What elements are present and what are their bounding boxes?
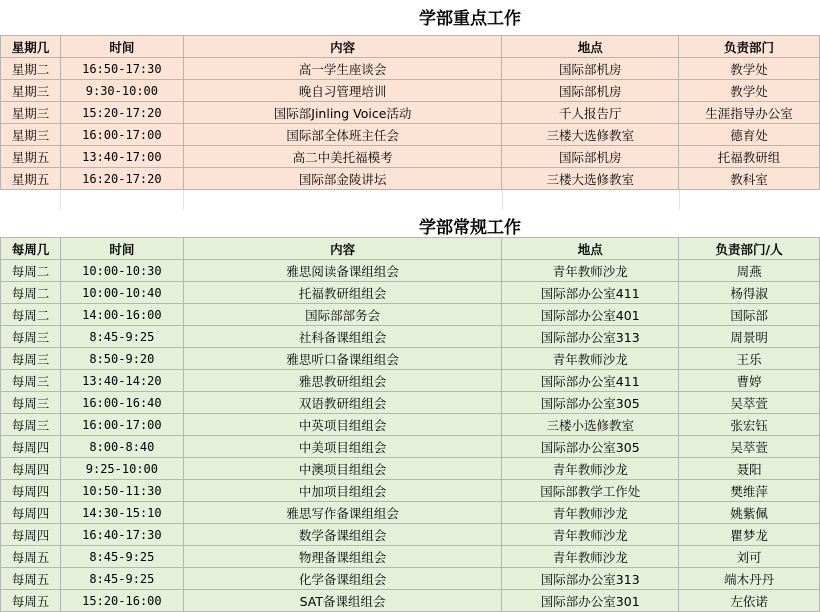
cell-department: 曹婷 (679, 370, 820, 392)
cell-content: 高一学生座谈会 (183, 58, 502, 80)
cell-time: 16:20-17:20 (60, 168, 183, 190)
cell-content: 国际部Jinling Voice活动 (183, 102, 502, 124)
cell-location: 国际部办公室305 (502, 392, 679, 414)
routine-table-body (1, 260, 820, 612)
cell-content: 化学备课组组会 (183, 568, 502, 590)
cell-time: 8:00-8:40 (60, 436, 183, 458)
cell-location: 青年教师沙龙 (502, 546, 679, 568)
gridline (60, 190, 61, 210)
cell-day: 星期二 (1, 58, 61, 80)
cell-department: 教学处 (679, 80, 820, 102)
cell-time: 8:50-9:20 (60, 348, 183, 370)
cell-time: 16:00-16:40 (60, 392, 183, 414)
cell-day: 每周四 (1, 502, 61, 524)
table-row (1, 124, 820, 146)
routine-work-table (0, 237, 820, 612)
table-row (1, 480, 820, 502)
cell-time: 16:50-17:30 (60, 58, 183, 80)
table-row (1, 502, 820, 524)
cell-location: 国际部办公室411 (502, 282, 679, 304)
cell-department: 聂阳 (679, 458, 820, 480)
header-content: 内容 (183, 36, 502, 58)
cell-day: 每周五 (1, 568, 61, 590)
cell-content: 中加项目组组会 (183, 480, 502, 502)
cell-day: 每周三 (1, 414, 61, 436)
gridline (679, 190, 680, 210)
cell-content: 中澳项目组组会 (183, 458, 502, 480)
table-row (1, 102, 820, 124)
cell-location: 青年教师沙龙 (502, 502, 679, 524)
cell-content: SAT备课组组会 (183, 590, 502, 612)
cell-department: 张宏钰 (679, 414, 820, 436)
key-work-table (0, 35, 820, 190)
table-row (1, 80, 820, 102)
cell-content: 雅思教研组组会 (183, 370, 502, 392)
cell-department: 教科室 (679, 168, 820, 190)
cell-location: 青年教师沙龙 (502, 458, 679, 480)
cell-day: 星期五 (1, 168, 61, 190)
cell-content: 双语教研组组会 (183, 392, 502, 414)
cell-day: 星期三 (1, 124, 61, 146)
cell-day: 每周四 (1, 436, 61, 458)
cell-time: 10:00-10:30 (60, 260, 183, 282)
cell-content: 托福教研组组会 (183, 282, 502, 304)
cell-location: 国际部办公室313 (502, 568, 679, 590)
cell-day: 每周四 (1, 458, 61, 480)
table-row (1, 146, 820, 168)
cell-department: 德育处 (679, 124, 820, 146)
cell-day: 每周四 (1, 524, 61, 546)
cell-location: 国际部机房 (502, 146, 679, 168)
cell-time: 8:45-9:25 (60, 326, 183, 348)
gridline (502, 190, 503, 210)
routine-header-row (1, 238, 820, 260)
cell-time: 13:40-14:20 (60, 370, 183, 392)
empty-spacer-row (0, 190, 820, 210)
cell-day: 每周五 (1, 546, 61, 568)
table-row (1, 414, 820, 436)
cell-department: 吴萃萱 (679, 436, 820, 458)
cell-day: 星期三 (1, 102, 61, 124)
cell-time: 16:00-17:00 (60, 414, 183, 436)
table-row (1, 370, 820, 392)
cell-time: 9:30-10:00 (60, 80, 183, 102)
key-header-row (1, 36, 820, 58)
cell-time: 8:45-9:25 (60, 546, 183, 568)
cell-time: 15:20-16:00 (60, 590, 183, 612)
cell-department: 刘可 (679, 546, 820, 568)
cell-department: 端木丹丹 (679, 568, 820, 590)
cell-department: 托福教研组 (679, 146, 820, 168)
cell-department: 国际部 (679, 304, 820, 326)
cell-day: 每周三 (1, 392, 61, 414)
cell-time: 16:00-17:00 (60, 124, 183, 146)
table-row (1, 458, 820, 480)
table-row (1, 348, 820, 370)
cell-department: 周燕 (679, 260, 820, 282)
cell-day: 星期五 (1, 146, 61, 168)
cell-content: 物理备课组组会 (183, 546, 502, 568)
cell-location: 青年教师沙龙 (502, 260, 679, 282)
cell-department: 吴萃萱 (679, 392, 820, 414)
cell-department: 教学处 (679, 58, 820, 80)
cell-department: 周景明 (679, 326, 820, 348)
table-row (1, 392, 820, 414)
cell-content: 数学备课组组会 (183, 524, 502, 546)
cell-day: 星期三 (1, 80, 61, 102)
cell-location: 国际部办公室301 (502, 590, 679, 612)
table-row (1, 546, 820, 568)
cell-day: 每周五 (1, 590, 61, 612)
cell-day: 每周四 (1, 480, 61, 502)
cell-location: 国际部机房 (502, 80, 679, 102)
table-row (1, 282, 820, 304)
header-location: 地点 (502, 238, 679, 260)
cell-time: 14:30-15:10 (60, 502, 183, 524)
table-row (1, 168, 820, 190)
cell-location: 国际部办公室411 (502, 370, 679, 392)
table-row (1, 436, 820, 458)
cell-location: 国际部机房 (502, 58, 679, 80)
cell-location: 国际部办公室305 (502, 436, 679, 458)
header-department: 负责部门 (679, 36, 820, 58)
cell-location: 国际部教学工作处 (502, 480, 679, 502)
cell-department: 生涯指导办公室 (679, 102, 820, 124)
cell-content: 雅思阅读备课组组会 (183, 260, 502, 282)
gridline (183, 190, 184, 210)
header-time: 时间 (60, 36, 183, 58)
cell-time: 8:45-9:25 (60, 568, 183, 590)
cell-day: 每周三 (1, 348, 61, 370)
cell-day: 每周三 (1, 326, 61, 348)
cell-location: 青年教师沙龙 (502, 348, 679, 370)
cell-content: 中美项目组组会 (183, 436, 502, 458)
cell-time: 14:00-16:00 (60, 304, 183, 326)
cell-location: 千人报告厅 (502, 102, 679, 124)
cell-day: 每周二 (1, 304, 61, 326)
routine-work-title: 学部常规工作 (419, 218, 521, 238)
table-row (1, 58, 820, 80)
key-table-body (1, 58, 820, 190)
cell-time: 16:40-17:30 (60, 524, 183, 546)
cell-content: 高二中美托福模考 (183, 146, 502, 168)
cell-content: 国际部全体班主任会 (183, 124, 502, 146)
header-day: 星期几 (1, 36, 61, 58)
cell-location: 国际部办公室313 (502, 326, 679, 348)
cell-location: 三楼大选修教室 (502, 168, 679, 190)
cell-day: 每周二 (1, 282, 61, 304)
table-row (1, 260, 820, 282)
cell-day: 每周二 (1, 260, 61, 282)
header-time: 时间 (60, 238, 183, 260)
cell-department: 瞿梦龙 (679, 524, 820, 546)
cell-time: 10:50-11:30 (60, 480, 183, 502)
cell-department: 王乐 (679, 348, 820, 370)
cell-location: 国际部办公室401 (502, 304, 679, 326)
cell-time: 9:25-10:00 (60, 458, 183, 480)
header-day: 每周几 (1, 238, 61, 260)
table-row (1, 568, 820, 590)
cell-day: 每周三 (1, 370, 61, 392)
cell-department: 姚紫佩 (679, 502, 820, 524)
table-row (1, 304, 820, 326)
cell-time: 13:40-17:00 (60, 146, 183, 168)
cell-location: 青年教师沙龙 (502, 524, 679, 546)
cell-department: 左依诺 (679, 590, 820, 612)
cell-department: 樊维萍 (679, 480, 820, 502)
cell-content: 社科备课组组会 (183, 326, 502, 348)
cell-content: 中英项目组组会 (183, 414, 502, 436)
cell-content: 国际部金陵讲坛 (183, 168, 502, 190)
key-work-title: 学部重点工作 (419, 9, 521, 29)
cell-content: 雅思听口备课组组会 (183, 348, 502, 370)
cell-time: 10:00-10:40 (60, 282, 183, 304)
cell-content: 国际部部务会 (183, 304, 502, 326)
cell-content: 雅思写作备课组组会 (183, 502, 502, 524)
cell-content: 晚自习管理培训 (183, 80, 502, 102)
table-row (1, 524, 820, 546)
header-content: 内容 (183, 238, 502, 260)
cell-department: 杨得淑 (679, 282, 820, 304)
table-row (1, 326, 820, 348)
header-location: 地点 (502, 36, 679, 58)
cell-location: 三楼大选修教室 (502, 124, 679, 146)
table-row (1, 590, 820, 612)
header-department: 负责部门/人 (679, 238, 820, 260)
cell-time: 15:20-17:20 (60, 102, 183, 124)
cell-location: 三楼小选修教室 (502, 414, 679, 436)
